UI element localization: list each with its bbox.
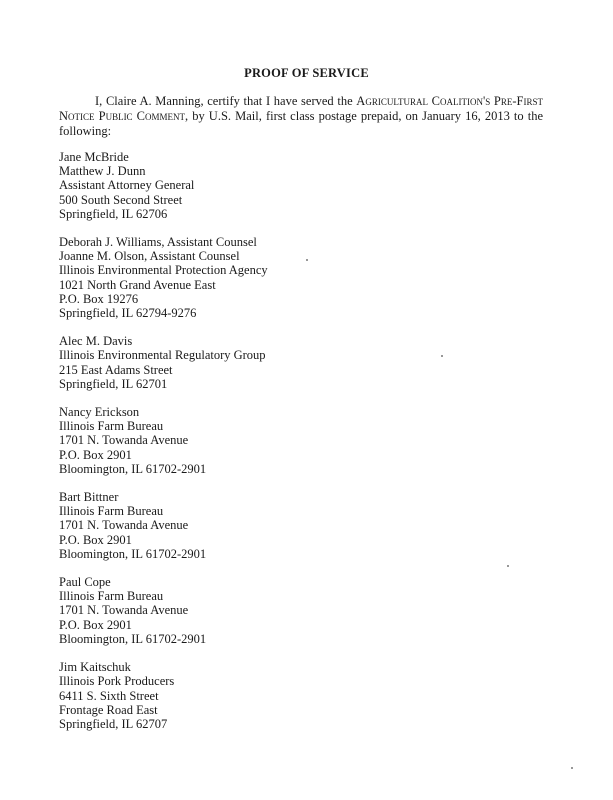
address-line: Springfield, IL 62706 <box>59 206 168 221</box>
address-line: 1701 N. Towanda Avenue <box>59 603 189 618</box>
address-line: Illinois Environmental Regulatory Group <box>59 348 266 363</box>
recipient-name: Jane McBride <box>59 150 129 164</box>
recipient-address-block <box>59 334 539 391</box>
address-line: 1701 N. Towanda Avenue <box>59 518 189 533</box>
address-line: Illinois Environmental Protection Agency <box>59 263 268 278</box>
address-line: Bloomington, IL 61702-2901 <box>59 546 207 561</box>
coalition-comment-name: Agricultural Coalition's Pre-First Notice Public Comment <box>59 94 543 123</box>
address-line: 6411 S. Sixth Street <box>59 688 159 703</box>
address-line: P.O. Box 2901 <box>59 532 132 547</box>
service-list <box>59 150 539 745</box>
recipient-address-block <box>59 660 539 731</box>
recipient-name: Alec M. Davis <box>59 334 133 349</box>
recipient-name: Bart Bittner <box>59 490 119 505</box>
recipient-address-block <box>59 235 539 320</box>
address-line: Springfield, IL 62794-9276 <box>59 306 197 321</box>
recipient-address-block <box>59 490 539 561</box>
address-line: Illinois Farm Bureau <box>59 504 164 519</box>
address-line: Assistant Attorney General <box>59 178 195 193</box>
address-line: Illinois Pork Producers <box>59 674 175 689</box>
recipient-address-block <box>59 150 539 221</box>
intro-text-start: I, Claire A. Manning, certify that I have served the <box>95 94 357 108</box>
address-line: 1021 North Grand Avenue East <box>59 277 216 292</box>
address-line: Springfield, IL 62701 <box>59 376 168 391</box>
address-line: P.O. Box 2901 <box>59 617 132 632</box>
address-line: 500 South Second Street <box>59 192 183 207</box>
address-line: Joanne M. Olson, Assistant Counsel <box>59 249 240 264</box>
certification-paragraph <box>59 94 543 139</box>
scan-speck <box>507 565 509 567</box>
recipient-name: Nancy Erickson <box>59 405 140 420</box>
address-line: Bloomington, IL 61702-2901 <box>59 461 207 476</box>
address-line: Illinois Farm Bureau <box>59 419 164 434</box>
address-line: Bloomington, IL 61702-2901 <box>59 631 207 646</box>
address-line: Frontage Road East <box>59 702 158 717</box>
scan-speck <box>306 259 308 261</box>
address-line: P.O. Box 19276 <box>59 291 139 306</box>
scan-speck <box>441 355 443 357</box>
address-line: P.O. Box 2901 <box>59 447 132 462</box>
address-line: Springfield, IL 62707 <box>59 716 168 731</box>
recipient-name: Deborah J. Williams, Assistant Counsel <box>59 235 257 250</box>
page-title: PROOF OF SERVICE <box>244 66 369 80</box>
address-line: Illinois Farm Bureau <box>59 589 164 604</box>
address-line: 1701 N. Towanda Avenue <box>59 433 189 448</box>
address-line: Matthew J. Dunn <box>59 164 146 179</box>
address-line: 215 East Adams Street <box>59 362 173 377</box>
recipient-name: Paul Cope <box>59 575 111 590</box>
recipient-name: Jim Kaitschuk <box>59 660 131 675</box>
intro-text-end: , by U.S. Mail, first class postage prepaid, on January 16, 2013 to the following: <box>59 109 543 138</box>
recipient-address-block <box>59 405 539 476</box>
recipient-address-block <box>59 575 539 646</box>
scan-speck <box>571 767 573 769</box>
